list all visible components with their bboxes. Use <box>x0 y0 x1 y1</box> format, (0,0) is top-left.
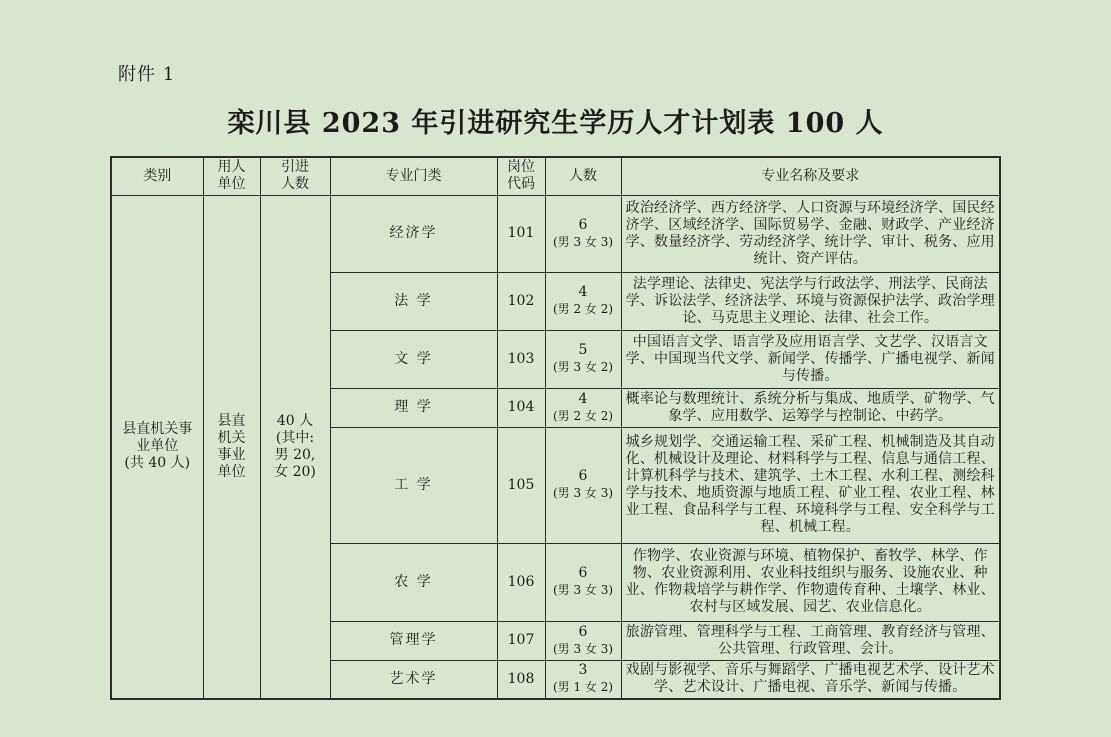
code-cell: 104 <box>497 388 545 427</box>
header-discipline: 专业门类 <box>330 157 497 195</box>
gender-split: (男 3 女 3) <box>552 234 614 249</box>
requirements-cell: 法学理论、法律史、宪法学与行政法学、刑法学、民商法学、诉讼法学、经济法学、环境与资源保护法学、政治学理论、马克思主义理论、法律、社会工作。 <box>621 272 1000 330</box>
count-cell <box>545 195 621 272</box>
header-quota: 引进 人数 <box>260 157 330 195</box>
requirements-cell: 中国语言文学、语言学及应用语言学、文艺学、汉语言文学、中国现当代文学、新闻学、传播学、广播电视学、新闻与传播。 <box>621 330 1000 388</box>
code-cell: 107 <box>497 621 545 660</box>
quota-cell: 40 人 (其中: 男 20, 女 20) <box>260 195 330 699</box>
requirements-cell: 戏剧与影视学、音乐与舞蹈学、广播电视艺术学、设计艺术学、艺术设计、广播电视、音乐学、新闻与传播。 <box>621 660 1000 699</box>
table-row <box>111 195 1000 272</box>
count-value: 6 <box>578 216 588 233</box>
code-cell: 101 <box>497 195 545 272</box>
requirements-cell: 概率论与数理统计、系统分析与集成、地质学、矿物学、气象学、应用数学、运筹学与控制论、中药学。 <box>621 388 1000 427</box>
count-value: 5 <box>578 342 588 358</box>
count-value: 4 <box>578 390 588 407</box>
count-cell <box>545 272 621 330</box>
count-cell <box>545 621 621 660</box>
discipline-cell: 艺术学 <box>330 660 497 699</box>
discipline-cell: 文 学 <box>330 330 497 388</box>
code-cell: 105 <box>497 427 545 543</box>
attachment-label: 附件 1 <box>118 64 176 85</box>
count-cell <box>545 660 621 699</box>
count-value: 6 <box>578 468 588 484</box>
count-cell <box>545 427 621 543</box>
count-value: 3 <box>578 662 588 679</box>
gender-split: (男 3 女 3) <box>552 486 614 500</box>
count-cell <box>545 330 621 388</box>
requirements-cell: 作物学、农业资源与环境、植物保护、畜牧学、林学、作物、农业资源利用、农业科技组织与服务、设施农业、种业、作物栽培学与耕作学、作物遗传育种、土壤学、林业、农村与区域发展、园艺、农业信息化。 <box>621 543 1000 621</box>
gender-split: (男 3 女 2) <box>552 360 614 374</box>
discipline-cell: 工 学 <box>330 427 497 543</box>
header-count: 人数 <box>545 157 621 195</box>
table-header-row <box>111 157 1000 195</box>
count-cell <box>545 388 621 427</box>
gender-split: (男 3 女 3) <box>552 583 614 597</box>
code-cell: 108 <box>497 660 545 699</box>
count-value: 4 <box>578 284 588 300</box>
discipline-cell: 法 学 <box>330 272 497 330</box>
unit-cell: 县直 机关 事业 单位 <box>203 195 260 699</box>
code-cell: 106 <box>497 543 545 621</box>
discipline-cell: 农 学 <box>330 543 497 621</box>
count-value: 6 <box>578 623 588 640</box>
gender-split: (男 2 女 2) <box>552 302 614 316</box>
document-title: 栾川县 2023 年引进研究生学历人才计划表 100 人 <box>227 108 884 139</box>
code-cell: 102 <box>497 272 545 330</box>
count-value: 6 <box>578 565 588 581</box>
gender-split: (男 3 女 3) <box>552 641 614 656</box>
discipline-cell: 管理学 <box>330 621 497 660</box>
requirements-cell: 旅游管理、管理科学与工程、工商管理、教育经济与管理、公共管理、行政管理、会计。 <box>621 621 1000 660</box>
code-cell: 103 <box>497 330 545 388</box>
discipline-cell: 经济学 <box>330 195 497 272</box>
gender-split: (男 2 女 2) <box>552 408 614 423</box>
header-code: 岗位 代码 <box>497 157 545 195</box>
header-category: 类别 <box>111 157 203 195</box>
discipline-cell: 理 学 <box>330 388 497 427</box>
requirements-cell: 城乡规划学、交通运输工程、采矿工程、机械制造及其自动化、机械设计及理论、材料科学与工程、信息与通信工程、计算机科学与技术、建筑学、土木工程、水利工程、测绘科学与技术、地质资源与地质工程、矿业工程、农业工程、林业工程、食品科学与工程、环境科学与工程、安全科学与工程、机械工程。 <box>621 427 1000 543</box>
header-unit: 用人 单位 <box>203 157 260 195</box>
recruitment-plan-table <box>110 156 1001 700</box>
gender-split: (男 1 女 2) <box>552 680 614 695</box>
header-requirements: 专业名称及要求 <box>621 157 1000 195</box>
count-cell <box>545 543 621 621</box>
requirements-cell: 政治经济学、西方经济学、人口资源与环境经济学、国民经济学、区域经济学、国际贸易学、金融、财政学、产业经济学、数量经济学、劳动经济学、统计学、审计、税务、应用统计、资产评估。 <box>621 195 1000 272</box>
category-cell: 县直机关事 业单位 (共 40 人) <box>111 195 203 699</box>
